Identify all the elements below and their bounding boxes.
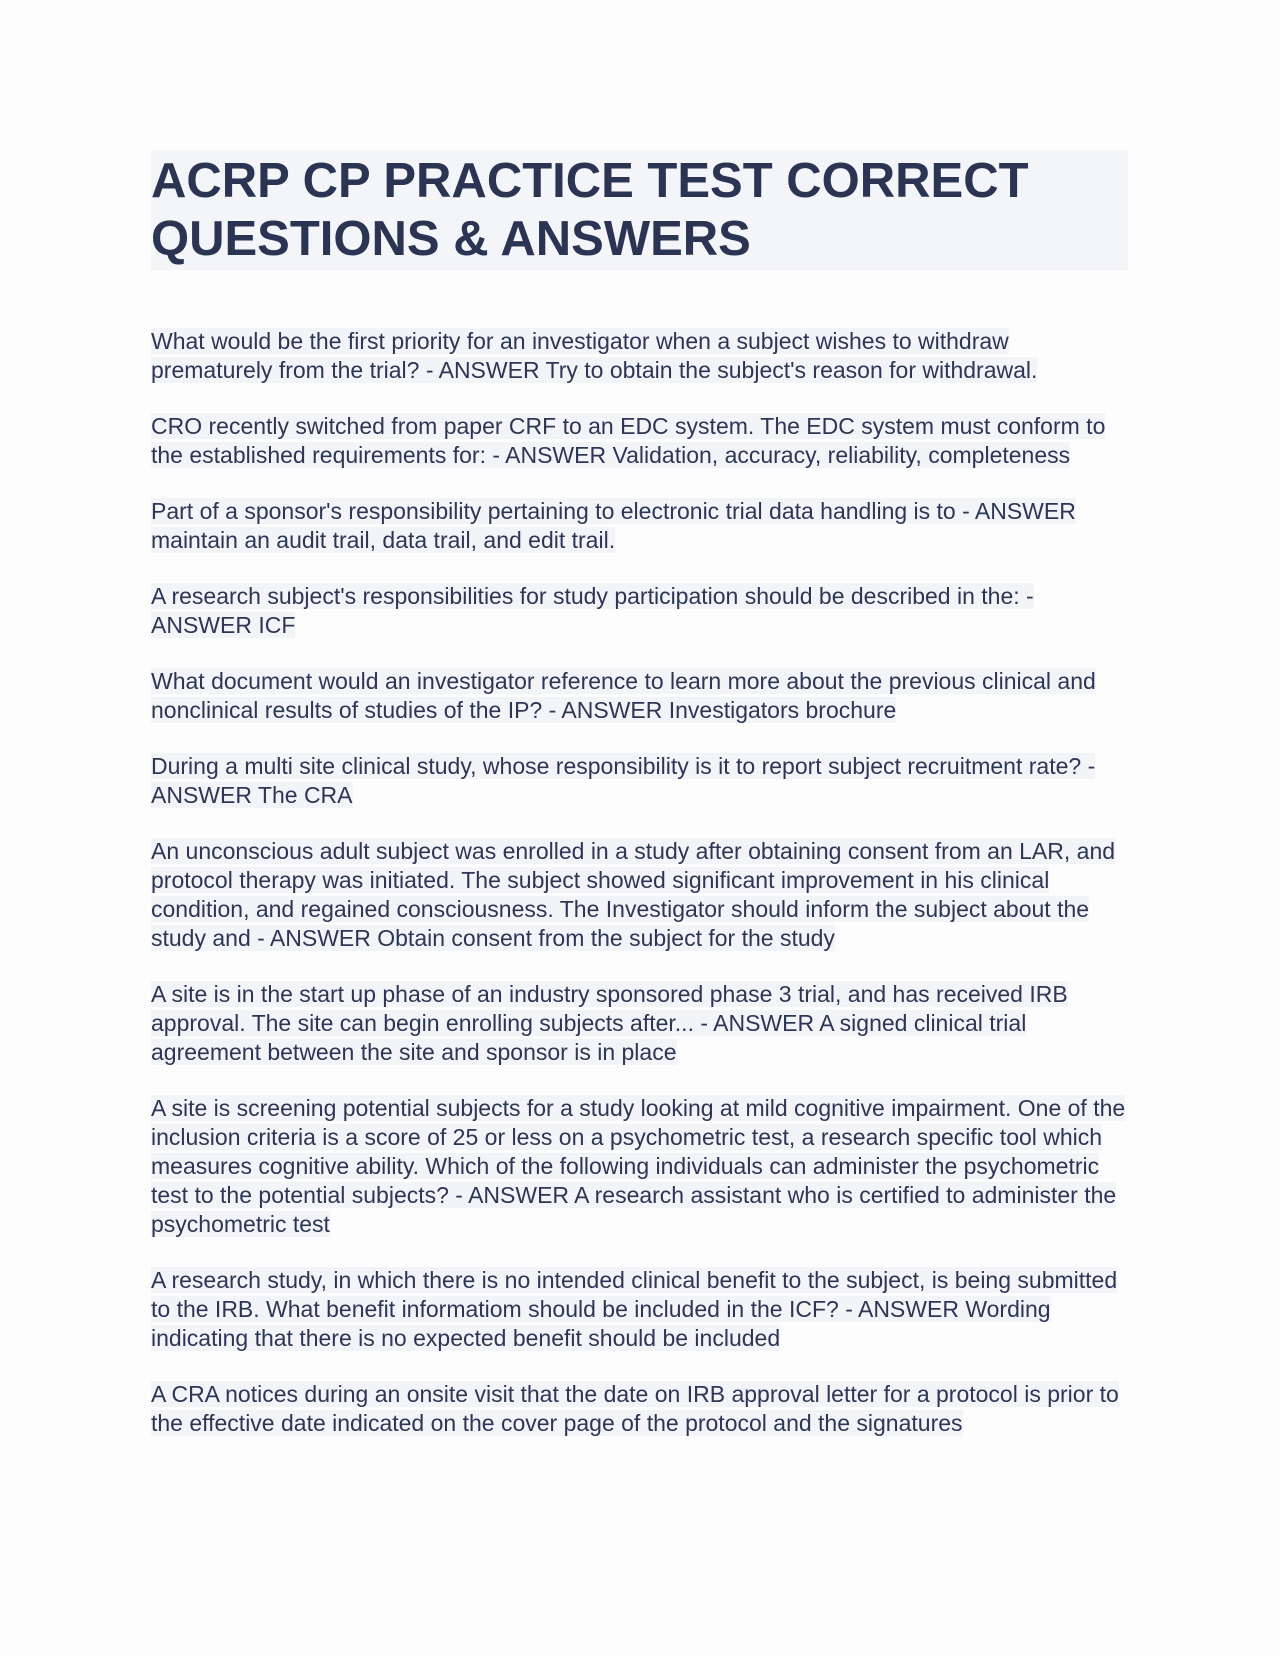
qa-item bbox=[151, 1094, 1128, 1239]
qa-item bbox=[151, 752, 1128, 810]
qa-text: What would be the first priority for an investigator when a subject wishes to withdraw prematurely from the trial? - ANSWER Try to obtain the subject's reason for withdrawal. bbox=[151, 328, 1038, 383]
qa-text: CRO recently switched from paper CRF to an EDC system. The EDC system must conform to the established requirements for: - ANSWER Validation, accuracy, reliability, completeness bbox=[151, 413, 1106, 468]
document-title: ACRP CP PRACTICE TEST CORRECT QUESTIONS & ANSWERS bbox=[151, 150, 1128, 270]
qa-text: During a multi site clinical study, whose responsibility is it to report subject recruitment rate? - ANSWER The CRA bbox=[151, 753, 1096, 808]
qa-item bbox=[151, 837, 1128, 953]
qa-list bbox=[151, 327, 1128, 1438]
qa-item bbox=[151, 1266, 1128, 1353]
qa-item bbox=[151, 1380, 1128, 1438]
qa-item bbox=[151, 582, 1128, 640]
qa-text: A site is in the start up phase of an industry sponsored phase 3 trial, and has received IRB approval. The site can begin enrolling subjects after... - ANSWER A signed clinical trial agreement between the site and sponsor is in place bbox=[151, 981, 1068, 1065]
qa-item bbox=[151, 412, 1128, 470]
qa-item bbox=[151, 980, 1128, 1067]
qa-item bbox=[151, 667, 1128, 725]
qa-text: Part of a sponsor's responsibility pertaining to electronic trial data handling is to - ANSWER maintain an audit trail, data trail, and edit trail. bbox=[151, 498, 1076, 553]
qa-text: An unconscious adult subject was enrolled in a study after obtaining consent from an LAR, and protocol therapy was initiated. The subject showed significant improvement in his clinical condition, and regained consciousness. The Investigator should inform the subject about the study and - ANSWER Obtain consent from the subject for the study bbox=[151, 838, 1116, 951]
qa-text: What document would an investigator reference to learn more about the previous clinical and nonclinical results of studies of the IP? - ANSWER Investigators brochure bbox=[151, 668, 1096, 723]
document-page bbox=[151, 150, 1128, 1465]
qa-item bbox=[151, 327, 1128, 385]
qa-item bbox=[151, 497, 1128, 555]
qa-text: A CRA notices during an onsite visit that the date on IRB approval letter for a protocol is prior to the effective date indicated on the cover page of the protocol and the signatures bbox=[151, 1381, 1119, 1436]
qa-text: A research study, in which there is no intended clinical benefit to the subject, is being submitted to the IRB. What benefit informatiom should be included in the ICF? - ANSWER Wording indicating that there is no expected benefit should be included bbox=[151, 1267, 1118, 1351]
qa-text: A site is screening potential subjects for a study looking at mild cognitive impairment. One of the inclusion criteria is a score of 25 or less on a psychometric test, a research specific tool which measures cognitive ability. Which of the following individuals can administer the psychometric test to the potential subjects? - ANSWER A research assistant who is certified to administer the psychometric test bbox=[151, 1095, 1126, 1237]
qa-text: A research subject's responsibilities for study participation should be described in the: - ANSWER ICF bbox=[151, 583, 1034, 638]
